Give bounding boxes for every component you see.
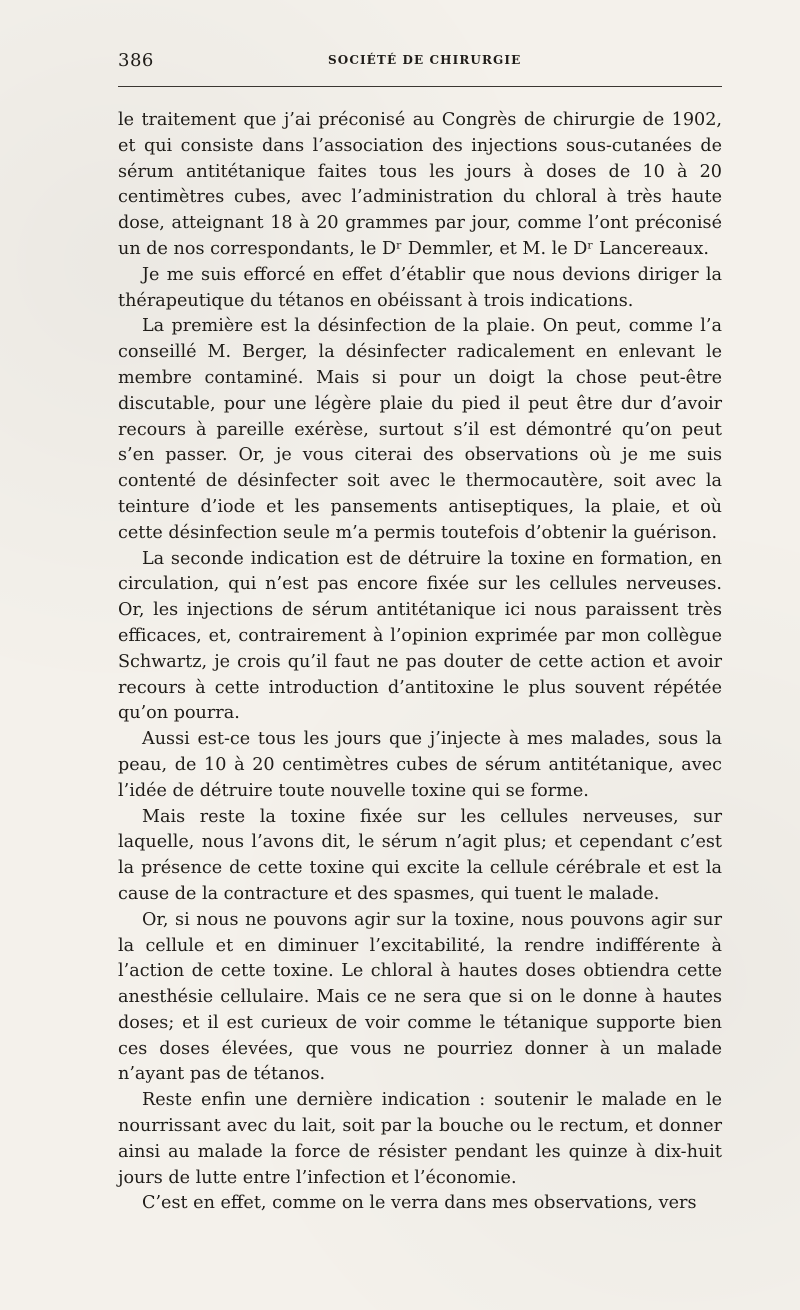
running-title: SOCIÉTÉ DE CHIRURGIE — [328, 53, 522, 67]
paragraph-9: C’est en effet, comme on le verra dans mes observations, vers — [142, 1193, 697, 1214]
paragraph-7: Or, si nous ne pouvons agir sur la toxine, nous pouvons agir sur la cellule et en diminuer l’excitabilité, la rendre indifférente à l’action de cette toxine. Le chloral à hautes doses obtiendra cette anesthésie cellulaire. Mais ce ne sera que si on le donne à hautes doses; et il est curieux de voir comme le tétanique supporte bien ces doses élevées, que vous ne pourriez donner à un malade n’ayant pas de tétanos. — [118, 909, 722, 1085]
paragraph-3: La première est la désinfection de la plaie. On peut, comme l’a conseillé M. Berger, la désinfecter radicalement en enlevant le membre contaminé. Mais si pour un doigt la chose peut-être discutable, pour une légère plaie du pied il peut être dur d’avoir recours à pareille exérèse, surtout s’il est démontré qu’on peut s’en passer. Or, je vous citerai des observations où je me suis contenté de désinfecter soit avec le thermocautère, soit avec la teinture d’iode et les pansements antiseptiques, la plaie, et où cette désinfection seule m’a permis toutefois d’obtenir la guérison. — [118, 316, 722, 543]
body-text — [118, 108, 722, 1217]
header-rule — [118, 86, 722, 87]
paragraph-1: le traitement que j’ai préconisé au Congrès de chirurgie de 1902, et qui consiste dans l’association des injections sous-cutanées de sérum antitétanique faites tous les jours à doses de 10 à 20 centimètres cubes, avec l’administration du chloral à très haute dose, atteignant 18 à 20 grammes par jour, comme l’ont préconisé un de nos correspondants, le Dʳ Demmler, et M. le Dʳ Lancereaux. — [118, 110, 722, 259]
paragraph-4: La seconde indication est de détruire la toxine en formation, en circulation, qui n’est pas encore fixée sur les cellules nerveuses. Or, les injections de sérum antitétanique ici nous paraissent très efficaces, et, contrairement à l’opinion exprimée par mon collègue Schwartz, je crois qu’il faut ne pas douter de cette action et avoir recours à cette introduction d’antitoxine le plus souvent répétée qu’on pourra. — [118, 548, 722, 724]
paragraph-5: Aussi est-ce tous les jours que j’injecte à mes malades, sous la peau, de 10 à 20 centimètres cubes de sérum antitétanique, avec l’idée de détruire toute nouvelle toxine qui se forme. — [118, 729, 722, 801]
running-head — [118, 50, 722, 74]
page-number: 386 — [118, 50, 154, 71]
paragraph-6: Mais reste la toxine fixée sur les cellules nerveuses, sur laquelle, nous l’avons dit, le sérum n’agit plus; et cependant c’est la présence de cette toxine qui excite la cellule cérébrale et est la cause de la contracture et des spasmes, qui tuent le malade. — [118, 806, 722, 904]
paragraph-2: Je me suis efforcé en effet d’établir que nous devions diriger la thérapeutique du tétanos en obéissant à trois indications. — [118, 264, 722, 311]
paragraph-8: Reste enfin une dernière indication : soutenir le malade en le nourrissant avec du lait, soit par la bouche ou le rectum, et donner ainsi au malade la force de résister pendant les quinze à dix-huit jours de lutte entre l’infection et l’économie. — [118, 1090, 722, 1188]
